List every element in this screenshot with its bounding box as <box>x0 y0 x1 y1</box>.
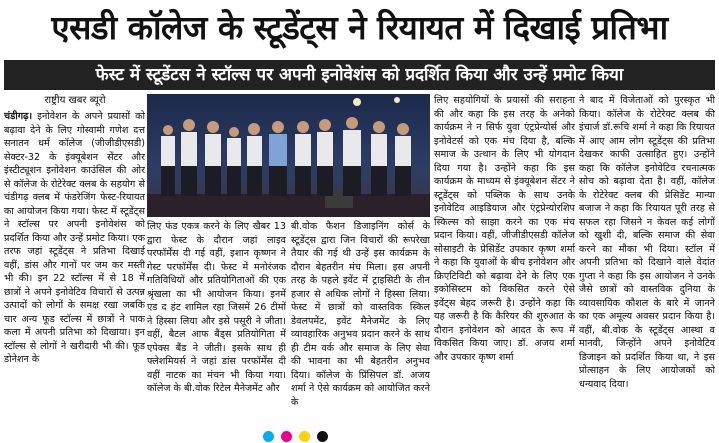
column-3-text: बी.वोक फैशन डिजाइनिंग कोर्स के स्टूडेंट्स द्वारा जिन विचारों की रूपरेखा तैयार की गई थी उन्हें इस कार्यक्रम के दौरान बेहतरीन मंच मिला। इस अपनी तरह के पहले इवेंट में ट्राइसिटी के तीन हजार से अधिक लोगों ने हिस्सा लिया। फेस्ट में छात्रों को वास्तविक स्किल डेवलपमेंट, इवेंट मैनेजमेंट के लिए व्यावहारिक अनुभव प्रदान करने के साथ ही टीम वर्क और समाज के लिए सेवा की भावना का भी बेहतरीन अनुभव दिया। कॉलेज के प्रिंसिपल डॉ. अजय शर्मा ने ऐसे कार्यक्रम को आयोजित करने के <box>291 221 430 408</box>
article-column-1 <box>4 110 145 428</box>
registration-dot-cyan <box>263 431 274 442</box>
column-5-text: ने बाद में विजेताओं को पुरस्कृत भी किया। कॉलेज के रोटेरेक्ट क्लब की इंचार्ज डॉ.रूचि शर्मा ने कहा कि रियायत में आए आम लोग स्टूडेंट्स की प्रतिभा देखकर काफी उत्साहित हुए। उन्होंने कहा कि कॉलेज इनोवेटिव रचनात्मक सोच को बढ़ावा देता है। वहीं, कॉलेज के रोटेरेक्ट क्लब की प्रेसिडेंट मान्या बजाज ने कहा कि रियायत पूरी तरह से सफल रहा जिसने न केवल कई लोगों को खुशी दी, बल्कि समाज की सेवा करने का मौका भी दिया। स्टॉल में अपनी प्रतिभा को दिखाने वाले वेदांत गुप्ता ने कहा कि इस आयोजन ने उनके जैसे छात्रों को वास्तविक दुनिया के व्यावसायिक कौशल के बारे में जानने का एक अमूल्य अवसर प्रदान किया है। वहीं, बी.वोक के स्टूडेंट्स आस्था व मानवी, जिन्होंने अपने इनोवेटिव डिजाइन को प्रदर्शित किया था, ने इस प्रोत्साहन के लिए आयोजकों को धन्यवाद दिया। <box>579 95 715 390</box>
column-4-text: लिए सहयोगियों के प्रयासों की सराहना की और कहा कि इस तरह के अनेको कार्यक्रम ने न सिर्फ युवा एंट्रप्रेन्योर्स और इनोवेटर्स को एक मंच दिया है, बल्कि समाज के उत्थान के लिए भी योगदान दिया गया है। उन्होंने कहा कि इस कार्यक्रम के माध्यम से इंक्यूबेशन सेंटर ने स्टूडेंट्स को पब्लिक के साथ उनके इनोवेटिव आइडियाज और एंट्रप्रेन्योरशिप स्किल्स को साझा करने का एक मंच प्रदान किया। वहीं, जीजीडीएसडी कॉलेज सोसाइटी के प्रेसिडेंट उपकार कृष्ण शर्मा ने कहा कि युवाओं के बीच इनोवेशन और क्रिएटिविटी को बढ़ावा देने के लिए एक इकोसिस्टम को विकसित करने ऐसे इवेंट्स बेहद जरूरी है। उन्होंने कहा कि यह जरूरी है कि कैरियर की शुरुआत के दौरान इनोवेशन को आदत के रूप में विकसित किया जाए। डॉ. अजय शर्मा और उपकार कृष्ण शर्मा <box>434 95 575 363</box>
event-group-photo <box>147 94 430 217</box>
registration-dot-magenta <box>281 431 292 442</box>
article-column-3 <box>291 220 430 428</box>
article-column-4 <box>434 94 575 428</box>
byline: राष्ट्रीय खबर ब्यूरो <box>44 95 106 106</box>
column-2-text: लिए फंड एकत्र करने के लिए खैबर 13 द्वारा फेस्ट के दौरान जहां लाइव परफॉर्मेंस दी गई वहीं, इशान कृष्णन ने गेस्ट परफॉर्मेंस दी। फेस्ट में मनोरंजक गतिविधियों और प्रतियोगिताओं की एक श्रृंखला का भी आयोजन किया। इनमें एड द हंट शामिल रहा जिसमें 26 टीमों ने हिस्सा लिया और इसे पसूरी ने जीता। वहीं, बैटल आफ बैंड्स प्रतियोगिता में एपेक्स बैंड ने जीती। इसके साथ ही फ्लेशमियर्स ने जहां डांस परफॉर्मेंस दी वहीं नाटक का मंचन भी किया गया। कॉलेज के बी.वोक रिटेल मैनेजमेंट और <box>147 221 286 394</box>
column-1-text: इनोवेशन के अपने प्रयासों को बढ़ावा देने के लिए गोस्वामी गणेश दत्त सनातन धर्म कॉलेज (जीजीडीएसडी) सेक्टर-32 के इंक्यूबेशन सेंटर और इंस्टीट्यूशन इनोवेशन काउंसिल की ओर से कॉलेज के रोटेरेक्ट क्लब के सहयोग से चंडीगढ़ क्लब में फंडरेजिंग फेस्ट-रियायत का आयोजन किया गया। फेस्ट में स्टूडेंट्स ने स्टॉल्स पर अपनी इनोवेशंस को प्रदर्शित किया और उन्हें प्रमोट किया। एक तरफ जहां स्टूडेंट्स ने प्रतिभा दिखाई वहीं, डांस और गानों पर जम कर मस्ती भी की। इन 22 स्टॉल्स में से 18 में छात्रों ने अपने इनोवेटिव विचारों से उत्पन्न उत्पादों को लोगों के समक्ष रखा जबकि चार अन्य फूड स्टॉल्स में छात्रों ने पाक कला में अपनी प्रतिभा को दिखाया। इन स्टॉल्स से लोगों ने खरीदारी भी की। फूड डोनेशन के <box>4 111 145 365</box>
print-registration-strip <box>0 429 719 443</box>
subheadline-bar: फेस्ट में स्टूडेंटस ने स्टॉल्स पर अपनी इनोवेशंस को प्रदर्शित किया और उन्हें प्रमोट किया <box>4 60 715 90</box>
headline: एसडी कॉलेज के स्टूडेंट्स ने रियायत में दिखाई प्रतिभा <box>0 0 719 56</box>
registration-dot-yellow <box>299 431 310 442</box>
article-column-2 <box>147 220 286 428</box>
registration-dot-black <box>317 431 328 442</box>
dateline: चंडीगढ़। <box>4 111 33 122</box>
article-column-5 <box>579 94 715 428</box>
group-photo-icon <box>147 94 430 217</box>
